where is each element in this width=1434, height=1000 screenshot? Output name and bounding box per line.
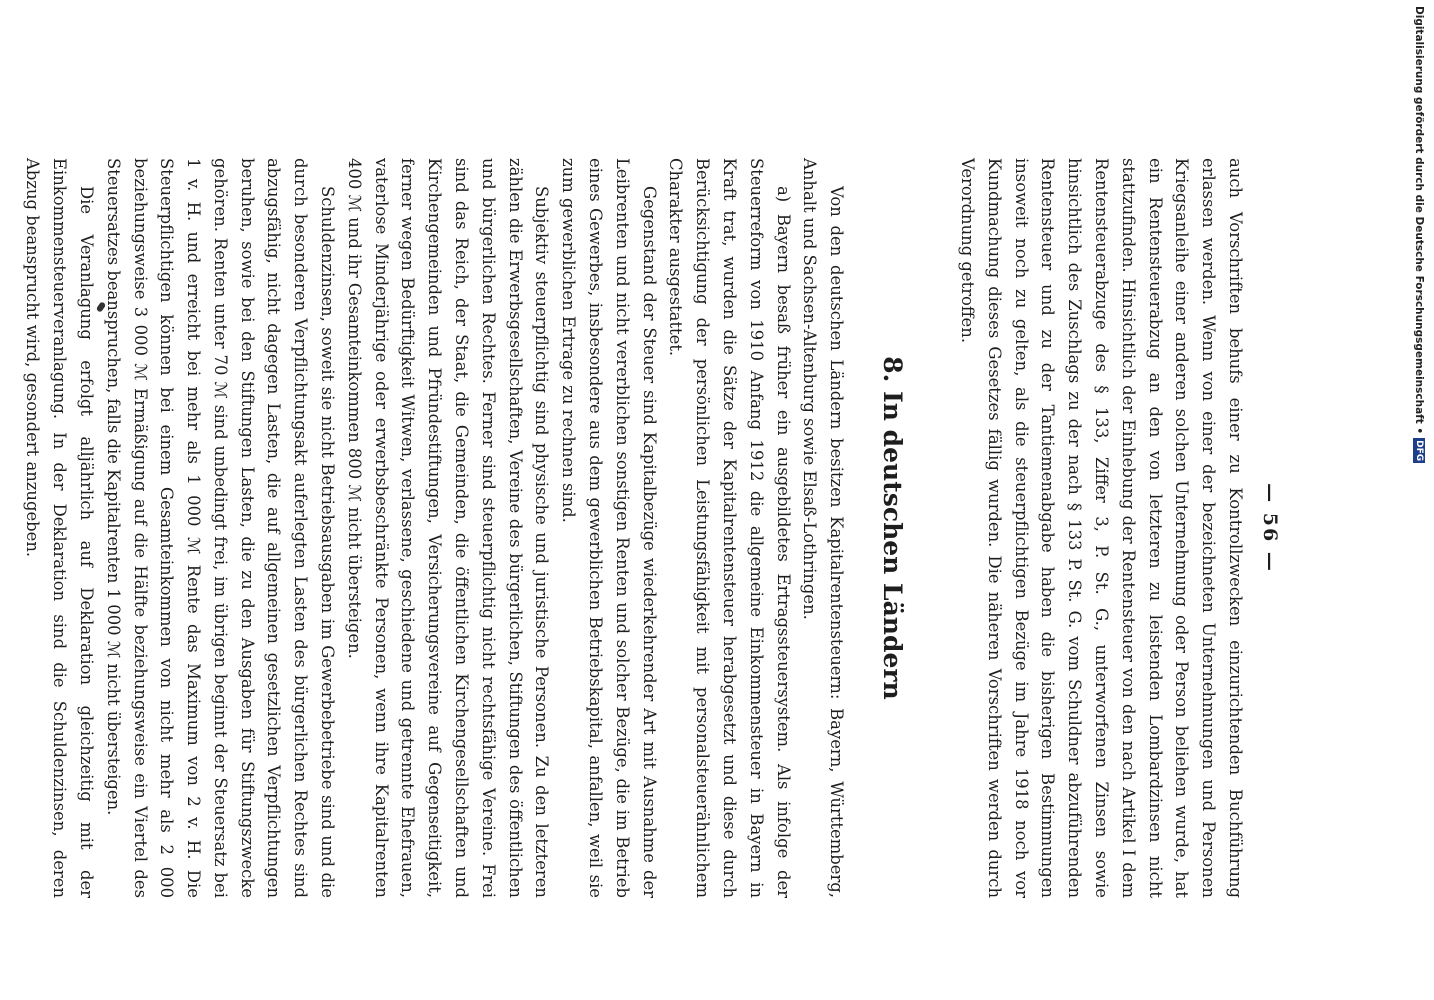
dfg-logo-icon: DFG [1414, 440, 1424, 462]
digitization-credit [1412, 6, 1426, 462]
credit-text: Digitalisierung gefördert durch die Deutsche Forschungsgemeinschaft • [1413, 6, 1425, 435]
paragraph: Von den deutschen Ländern besitzen Kapitalrentensteuern: Bayern, Württemberg, Anhalt und Sachsen-Altenburg sowie Elsaß-Lothringen. [800, 158, 847, 898]
paragraph: Die Veranlagung erfolgt alljährlich auf Deklaration gleichzeitig mit der Einkommensteuerveranlagung. In der Deklaration sind die Schuldenzinsen, deren Abzug beansprucht wird, gesondert anzugeben. [23, 158, 96, 898]
page-number: — 56 — [1259, 483, 1281, 573]
section-heading: 8. In deutschen Ländern [878, 356, 908, 700]
paragraph: Schuldenzinsen, soweit sie nicht Betriebsausgaben im Gewerbebetriebe sind und die durch besonderen Verpflichtungsakt auferlegten Lasten des bürgerlichen Rechtes sind abzugsfähig, nicht dagegen Lasten, die auf allgemeinen gesetzlichen Verpflichtungen beruhen, sowie bei den Stiftungen Lasten, die zu den Ausgaben für Stiftungszwecke gehören. Renten unter 70 ℳ sind unbedingt frei, im übrigen beginnt der Steuersatz bei 1 v. H. und erreicht bei mehr als 1 000 ℳ Rente das Maximum von 2 v. H. Die Steuerpflichtigen können bei einem Gesamteinkommen von nicht mehr als 2 000 beziehungsweise 3 000 ℳ Ermäßigung auf die Hälfte beziehungsweise ein Viertel des Steuersatzes beanspruchen, falls die Kapitalrenten 1 000 ℳ nicht übersteigen. [103, 158, 338, 898]
paragraph: Gegenstand der Steuer sind Kapitalbezüge wiederkehrender Art mit Ausnahme der Leibrenten und nicht vererblichen sonstigen Renten und solcher Bezüge, die im Betrieb eines Gewerbes, insbesondere aus dem gewerblichen Betriebskapital, anfallen, weil sie zum gewerblichen Ertrage zu rechnen sind. [559, 158, 659, 898]
rotated-page [23, 158, 1290, 898]
paragraph: a) Bayern besaß früher ein ausgebildetes Ertragssteuersystem. Als infolge der Steuerreform von 1910 Anfang 1912 die allgemeine Einkommensteuer in Bayern in Kraft trat, wurden die Sätze der Kapitalrentensteuer herabgesetzt und diese durch Berücksichtigung der persönlichen Leistungsfähigkeit mit personalsteuerähnlichem Charakter ausgestattet. [666, 158, 793, 898]
paragraph: Subjektiv steuerpflichtig sind physische und juristische Personen. Zu den letzteren zählen die Erwerbsgesellschaften, Vereine des bürgerlichen, Stiftungen des öffentlichen und bürgerlichen Rechtes. Ferner sind steuerpflichtig nicht rechtsfähige Vereine. Frei sind das Reich, der Staat, die Gemeinden, die öffentlichen Kirchengesellschaften und Kirchengemeinden und Pfründestiftungen, Versicherungsvereine auf Gegenseitigkeit, ferner wegen Bedürftigkeit Witwen, verlassene, geschiedene und getrennte Ehefrauen, vaterlose Minderjährige oder erwerbsbeschränkte Personen, wenn ihre Kapitalrenten 400 ℳ und ihr Gesamteinkommen 800 ℳ nicht übersteigen. [344, 158, 552, 898]
paragraph-continuation: auch Vorschriften behufs einer zu Kontrollzwecken einzurichtenden Buchführung erlassen werden. Wenn von einer der bezeichneten Unternehmungen und Personen Kriegsanleihe einer anderen solchen Unternehmung oder Person beliehen wurde, hat ein Rentensteuerabzug an den von letzteren zu leistenden Lombardzinsen nicht stattzufinden. Hinsichtlich der Einhebung der Rentensteuer von den nach Artikel I dem Rentensteuerabzuge des § 133, Ziffer 3, P. St. G., unterworfenen Zinsen sowie hinsichtlich des Zuschlags zu der nach § 133 P. St. G. vom Schuldner abzuführenden Rentensteuer und zu der Tantiemenabgabe haben die bisherigen Bestimmungen insoweit noch zu gelten, als die steuerpflichtigen Bezüge im Jahre 1918 noch vor Kundmachung dieses Gesetzes fällig wurden. Die näheren Vorschriften werden durch Verordnung getroffen. [958, 158, 1245, 898]
